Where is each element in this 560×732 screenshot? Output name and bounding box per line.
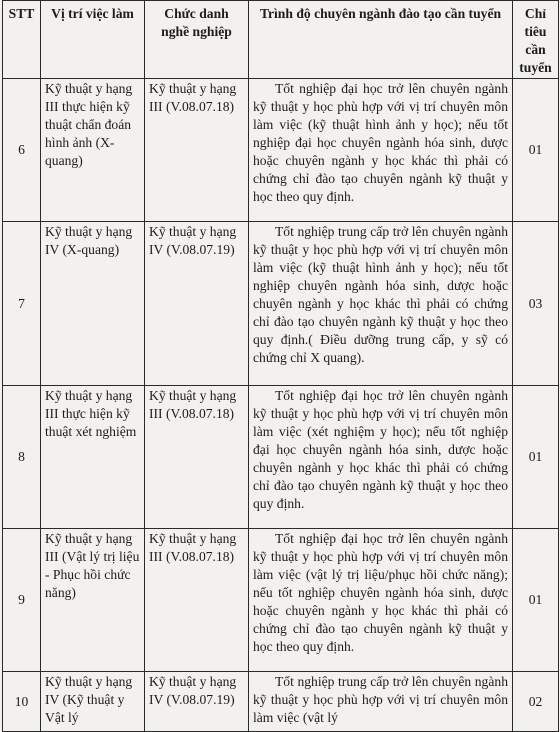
header-stt: STT: [3, 1, 41, 79]
header-quota: Chỉ tiêu cần tuyển: [513, 1, 559, 79]
cell-requirement: Tốt nghiệp đại học trở lên chuyên ngành kỹ thuật y học phù hợp với vị trí chuyên môn làm việc (vật lý trị liệu/phục hồi chức năng); nếu tốt nghiệp chuyên ngành hóa sinh, dược hoặc chuyên ngành y học khác thì phải có chứng chỉ đào tạo chuyên ngành kỹ thuật y học theo quy định.: [249, 529, 513, 672]
cell-position: Kỹ thuật y hạng III (Vật lý trị liệu - Phục hồi chức năng): [41, 529, 145, 672]
cell-quota: 02: [513, 672, 559, 732]
cell-position: Kỹ thuật y hạng III thực hiện kỹ thuật xét nghiệm: [41, 386, 145, 529]
cell-requirement: Tốt nghiệp trung cấp trở lên chuyên ngành kỹ thuật y học phù hợp với vị trí chuyên môn làm việc (kỹ thuật hình ảnh y học); nếu tốt nghiệp chuyên ngành hóa sinh, dược hoặc chuyên ngành y học khác thì phải có chứng chỉ đào tạo chuyên ngành kỹ thuật y học theo quy định.( Điều dưỡng trung cấp, y sỹ có chứng chỉ X quang).: [249, 222, 513, 386]
cell-title: Kỹ thuật y hạng III (V.08.07.18): [145, 386, 249, 529]
cell-position: Kỹ thuật y hạng IV (X-quang): [41, 222, 145, 386]
cell-stt: 6: [3, 79, 41, 222]
table-row: [3, 529, 559, 672]
cell-stt: 9: [3, 529, 41, 672]
cell-title: Kỹ thuật y hạng III (V.08.07.18): [145, 79, 249, 222]
header-title: Chức danh nghề nghiệp: [145, 1, 249, 79]
table-header-row: [3, 1, 559, 79]
cell-requirement: Tốt nghiệp đại học trở lên chuyên ngành kỹ thuật y học phù hợp với vị trí chuyên môn làm việc (kỹ thuật hình ảnh y học); nếu tốt nghiệp đại học chuyên ngành hóa sinh, dược hoặc chuyên ngành y học khác thì phải có chứng chỉ đào tạo chuyên ngành kỹ thuật y học theo quy định.: [249, 79, 513, 222]
header-requirement: Trình độ chuyên ngành đào tạo cần tuyển: [249, 1, 513, 79]
cell-position: Kỹ thuật y hạng III thực hiện kỹ thuật chẩn đoán hình ảnh (X-quang): [41, 79, 145, 222]
cell-quota: 01: [513, 79, 559, 222]
cell-quota: 01: [513, 386, 559, 529]
table-row: [3, 386, 559, 529]
table-row: [3, 79, 559, 222]
cell-position: Kỹ thuật y hạng IV (Kỹ thuật y Vật lý: [41, 672, 145, 732]
table-row: [3, 222, 559, 386]
header-position: Vị trí việc làm: [41, 1, 145, 79]
cell-title: Kỹ thuật y hạng IV (V.08.07.19): [145, 222, 249, 386]
cell-quota: 01: [513, 529, 559, 672]
cell-stt: 7: [3, 222, 41, 386]
cell-stt: 10: [3, 672, 41, 732]
cell-requirement: Tốt nghiệp trung cấp trở lên chuyên ngành kỹ thuật y học phù hợp với vị trí chuyên môn làm việc (vật lý: [249, 672, 513, 732]
cell-title: Kỹ thuật y hạng IV (V.08.07.19): [145, 672, 249, 732]
recruitment-table: [2, 0, 559, 732]
cell-quota: 03: [513, 222, 559, 386]
cell-requirement: Tốt nghiệp đại học trở lên chuyên ngành kỹ thuật y học phù hợp với vị trí chuyên môn làm việc (xét nghiệm y học); nếu tốt nghiệp đại học chuyên ngành hóa sinh, dược hoặc chuyên ngành y học khác thì phải có chứng chỉ đào tạo chuyên ngành kỹ thuật y học theo quy định.: [249, 386, 513, 529]
cell-stt: 8: [3, 386, 41, 529]
cell-title: Kỹ thuật y hạng III (V.08.07.18): [145, 529, 249, 672]
table-row: [3, 672, 559, 732]
